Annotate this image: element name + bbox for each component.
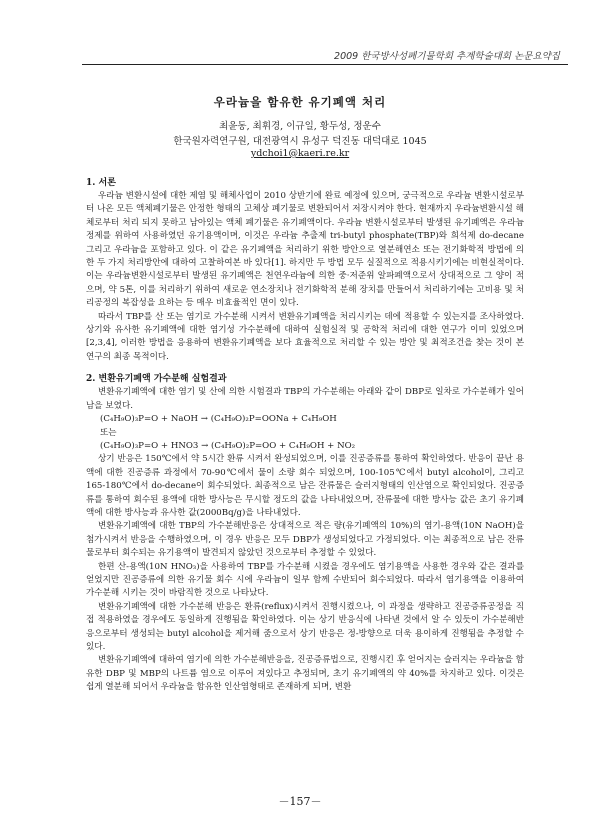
- running-header: 2009 한국방사성폐기물학회 추계학술대회 논문요약집: [334, 51, 560, 62]
- paragraph: 변환유기폐액에 대하여 염기에 의한 가수분해반응을, 진공증류법으로, 진행시킨 후 얻어지는 슬러지는 우라늄을 함유한 DBP 및 MBP의 나트륨 염으로 이루어 져있다고 추정되며, 초기 유기폐액의 약 40%를 차지하고 있다. 이것은 쉽게 열분해 되어서 우라늄을 함유한 인산염형태로 존재하게 되며, 변환: [86, 655, 524, 693]
- equation-connector: 또는: [100, 427, 117, 438]
- header-rule: [82, 64, 568, 65]
- section-heading-results: 2. 변환유기폐액 가수분해 실험결과: [86, 374, 227, 385]
- equation-naoh: (C₄H₉O)₃P=O + NaOH → (C₄H₉O)₂P=OONa + C₄H₉OH: [100, 414, 337, 425]
- spacer: [86, 364, 524, 372]
- page-number: －157－: [278, 795, 322, 808]
- paragraph: 변환유기폐액에 대한 염기 및 산에 의한 시험결과 TBP의 가수분해는 아래와 같이 DBP로 일차로 가수분해가 일어남을 보였다.: [86, 387, 524, 411]
- affiliation: 한국원자력연구원, 대전광역시 유성구 덕진동 대덕대로 1045: [173, 136, 427, 147]
- paragraph: 변환유기폐액에 대한 가수분해 반응은 환류(reflux)시켜서 진행시켰으나, 이 과정을 생략하고 진공증류공정을 직접 적용하였을 경우에도 동일하게 진행됨을 확인하였다. 이는 상기 반응식에 나타낸 것에서 알 수 있듯이 가수분해반응으로부터 생성되는 butyl alcohol을 제거해 줌으로서 상기 반응은 정-방향으로 더욱 용이하게 진행됨을 추정할 수 있다.: [86, 601, 524, 652]
- paragraph: 한편 산-용액(10N HNO₃)을 사용하여 TBP를 가수분해 시켰을 경우에도 염기용액을 사용한 경우와 같은 결과를 얻었지만 진공증류에 의한 유기물 회수 시에 우라늄이 일부 함께 수반되어 회수되었다. 따라서 염기용액을 이용하여 가수분해 시키는 것이 바람직한 것으로 나타났다.: [86, 561, 524, 599]
- section-heading-introduction: 1. 서론: [86, 178, 116, 188]
- equation-hno3: (C₄H₉O)₃P=O + HNO3 → (C₄H₉O)₂P=OO + C₄H₉OH + NO₂: [100, 440, 356, 451]
- author-list: 최윤동, 최휘경, 이규일, 황두성, 정운수: [219, 121, 381, 132]
- paragraph: 따라서 TBP를 산 또는 염기로 가수분해 시켜서 변환유기폐액을 처리시키는 데에 적용할 수 있는지를 조사하였다. 상기와 유사한 유기폐액에 대한 염기성 가수분해에 대하여 실험실적 및 공학적 처리에 대한 연구가 이미 있었으며[2,3,4], 이러한 방법을 응용하여 변환유기폐액을 보다 효율적으로 처리할 수 있는 방안 및 최적조건을 찾는 것이 본 연구의 최종 목적이다.: [86, 311, 524, 362]
- paper-body: [86, 176, 524, 695]
- paragraph: 우라늄 변환시설에 대한 제염 및 해체사업이 2010 상반기에 완료 예정에 있으며, 궁극적으로 우라늄 변환시설로부터 나온 모든 액체폐기물은 안정한 형태의 고체상 폐기물로 변환되어서 저장시켜야 한다. 현재까지 우라늄변환시설 해체로부터 처리 되지 못하고 남아있는 액체 폐기물은 유기폐액이다. 우라늄 변환시설로부터 발생된 유기폐액은 우라늄 정제를 위하여 사용하였던 유기용액이며, 이것은 우라늄 추출제 tri-butyl phosphate(TBP)와 희석제 do-decane 그리고 우라늄을 포함하고 있다. 이 같은 유기폐액을 처리하기 위한 방안으로 열분해연소 또는 전기화학적 방법에 의한 두 가지 처리방안에 대하여 고찰하여본 바 있다[1]. 하지만 두 방법 모두 실질적으로 적용시키기에는 비현실적이다. 이는 우라늄변환시설로부터 발생된 유기폐액은 천연우라늄에 의한 중·저준위 알파폐액으로서 상대적으로 그 양이 적으며, 약 5톤, 이를 처리하기 위하여 새로운 연소장치나 전기화학적 분해 장치를 만들어서 처리하기에는 고비용 및 처리공정의 복잡성을 요하는 등 매우 비효율적인 면이 있다.: [86, 191, 524, 309]
- paper-title: 우라늄을 함유한 유기폐액 처리: [213, 95, 387, 109]
- paragraph: 상기 반응은 150℃에서 약 5시간 환류 시켜서 완성되었으며, 이를 진공증류를 통하여 확인하였다. 반응이 끝난 용액에 대한 진공증류 과정에서 70-90℃에서 물이 소량 회수 되었으며, 100-105℃에서 butyl alcohol이, 그리고 165-180℃에서 do-decane이 회수되었다. 최종적으로 남은 잔류물은 슬러지형태의 인산염으로 확인되었다. 진공증류를 통하여 회수된 용액에 대한 방사능은 무시할 정도의 값을 나타내었으며, 잔류물에 대한 방사능 값은 초기 유기폐액에 대한 방사능과 유사한 값(2000Bq/g)을 나타내었다.: [86, 454, 524, 518]
- paragraph: 변환유기폐액에 대한 TBP의 가수분해반응은 상대적으로 적은 량(유기폐액의 10%)의 염기-용액(10N NaOH)을 첨가시켜서 반응을 수행하였으며, 이 경우 반응은 모두 DBP가 생성되었다고 가정되었다. 이는 최종적으로 남은 잔류물로부터 회수되는 유기용액이 발견되지 않았던 것으로부터 추정할 수 있었다.: [86, 521, 524, 559]
- author-email: ydchoi1@kaeri.re.kr: [250, 148, 350, 159]
